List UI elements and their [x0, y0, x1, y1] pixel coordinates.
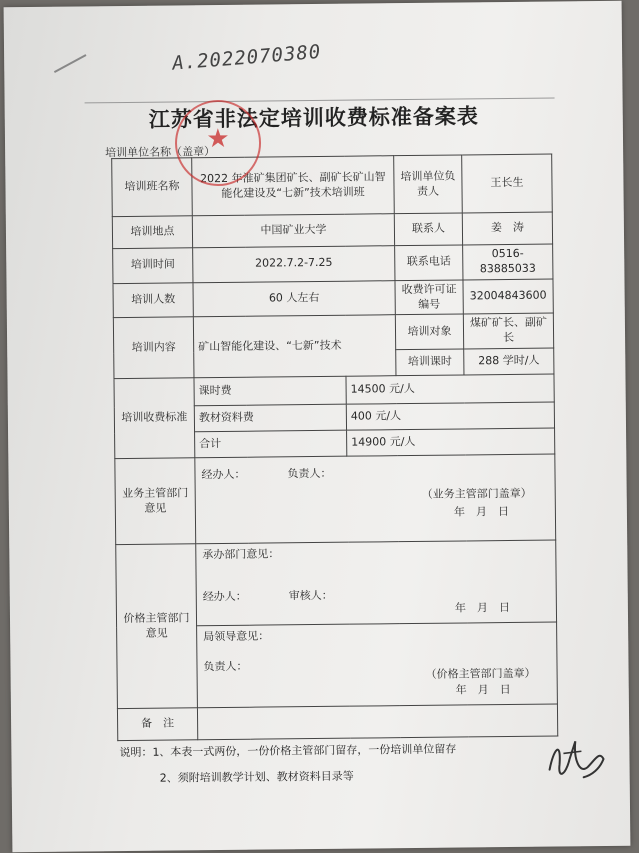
table-row [116, 540, 557, 627]
table-row [117, 704, 557, 741]
count-value: 60 人左右 [193, 280, 395, 317]
seal-star-icon: ★ [206, 123, 230, 155]
handwritten-signature [541, 729, 612, 790]
target-label: 培训对象 [395, 314, 463, 349]
responsible-value: 王长生 [462, 154, 553, 213]
price-responsible: 负责人： [203, 659, 248, 674]
contact-label: 联系人 [394, 213, 462, 246]
fee-item-value: 14500 元/人 [346, 374, 554, 404]
handwritten-code: A.2022070380 [171, 40, 323, 75]
hours-label: 培训课时 [396, 349, 464, 376]
license-label: 收费许可证编号 [395, 280, 463, 315]
price-undertake: 承办部门意见： [202, 547, 280, 562]
note-line-2: 2、须附培训教学计划、教材资料目录等 [159, 769, 354, 785]
business-dept-opinion [195, 454, 556, 544]
hours-value: 288 学时/人 [464, 348, 554, 375]
table-row [113, 244, 553, 283]
fee-label: 培训收费标准 [114, 378, 195, 459]
price-dept-bureau [197, 622, 558, 708]
price-seal: （价格主管部门盖章） [425, 666, 536, 681]
page-title: 江苏省非法定培训收费标准备案表 [148, 103, 479, 132]
class-name-value: 2022 年淮矿集团矿长、副矿长矿山智能化建设及“七新”技术培训班 [192, 156, 395, 216]
form-paper [4, 1, 631, 852]
price-date-1: 年 月 日 [454, 601, 510, 615]
filing-table [111, 154, 558, 742]
business-seal: （业务主管部门盖章） [421, 486, 532, 501]
time-label: 培训时间 [113, 248, 193, 284]
business-dept-label: 业务主管部门意见 [115, 458, 196, 545]
content-value: 矿山智能化建设、“七新”技术 [193, 315, 396, 378]
target-value: 煤矿矿长、副矿长 [463, 313, 553, 349]
unit-name-label: 培训单位名称（盖章） [105, 145, 216, 160]
fee-item-value: 14900 元/人 [347, 428, 555, 456]
business-responsible: 负责人： [287, 466, 332, 481]
location-value: 中国矿业大学 [192, 214, 394, 248]
class-name-label: 培训班名称 [112, 158, 193, 217]
business-date: 年 月 日 [453, 505, 509, 519]
phone-value: 0516-83885033 [463, 244, 553, 280]
location-label: 培训地点 [112, 216, 192, 249]
fee-item-name: 教材资料费 [194, 404, 346, 432]
table-row [113, 279, 553, 318]
business-handler: 经办人： [201, 467, 246, 482]
table-row [113, 313, 553, 352]
table-row [112, 212, 552, 249]
staple-mark [54, 54, 87, 73]
time-value: 2022.7.2-7.25 [193, 246, 395, 283]
price-dept-label: 价格主管部门意见 [116, 544, 198, 709]
fee-item-value: 400 元/人 [346, 402, 554, 430]
price-handler: 经办人： [202, 589, 247, 604]
remark-value [197, 704, 557, 740]
table-row [115, 454, 556, 545]
price-date-2: 年 月 日 [455, 683, 511, 697]
price-bureau: 局领导意见： [203, 629, 270, 644]
responsible-label: 培训单位负责人 [394, 155, 463, 214]
contact-value: 姜 涛 [462, 212, 552, 245]
table-row [112, 154, 553, 217]
price-dept-undertake [196, 540, 557, 626]
price-reviewer: 审核人： [288, 588, 333, 603]
remark-label: 备 注 [117, 708, 197, 741]
note-line-1: 说明：1、本表一式两份，一份价格主管部门留存，一份培训单位留存 [119, 742, 457, 760]
fee-item-name: 课时费 [194, 376, 346, 406]
fee-item-name: 合计 [195, 430, 347, 458]
count-label: 培训人数 [113, 282, 193, 318]
license-value: 32004843600 [463, 279, 553, 315]
phone-label: 联系电话 [395, 245, 463, 280]
content-label: 培训内容 [113, 317, 194, 379]
